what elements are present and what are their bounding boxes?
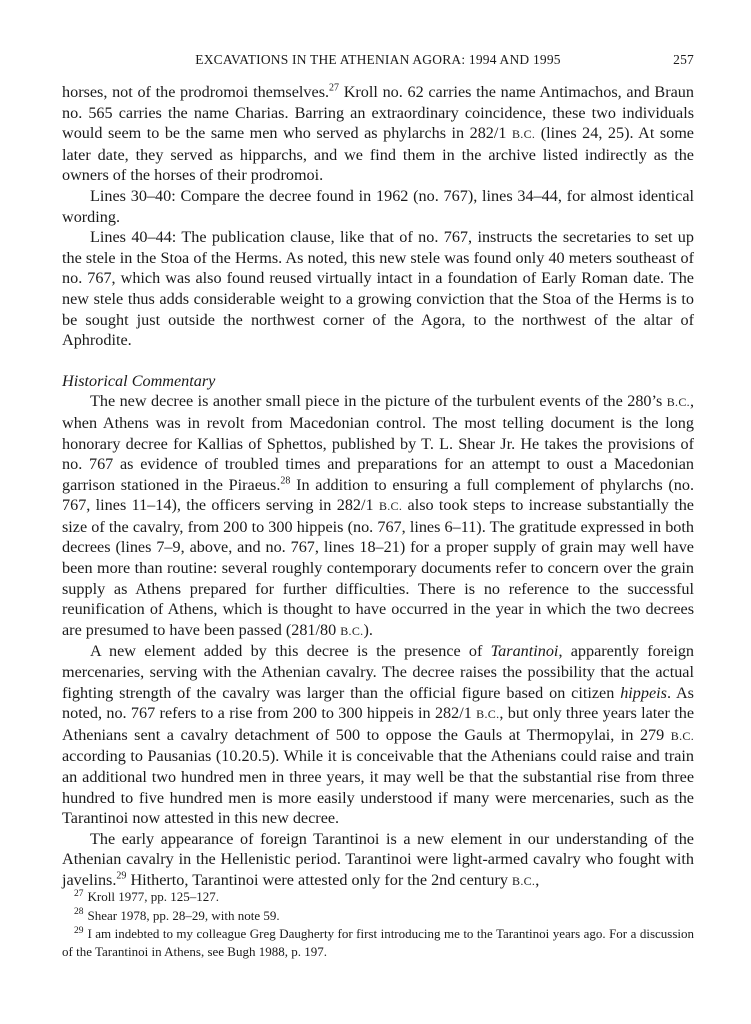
footnote-ref-29[interactable]: 29	[116, 870, 127, 882]
paragraph-2: Lines 30–40: Compare the decree found in 1962 (no. 767), lines 34–44, for almost identical wording.	[62, 186, 694, 226]
section-heading: Historical Commentary	[62, 371, 216, 390]
article-body	[62, 82, 694, 892]
footnote-ref-27[interactable]: 27	[329, 82, 340, 94]
footnote-27: $^{27}$ Kroll 1977, pp. 125–127.	[74, 888, 219, 904]
section-gap	[62, 351, 694, 371]
running-title: EXCAVATIONS IN THE ATHENIAN AGORA: 1994 AND 1995	[195, 52, 561, 67]
footnotes	[62, 888, 694, 961]
paragraph-3: Lines 40–44: The publication clause, like that of no. 767, instructs the secretaries to set up the stele in the Stoa of the Herms. As noted, this new stele was found only 40 meters southeast of no. 767, which was also found reused virtually intact in a foundation of Early Roman date. The new stele thus adds considerable weight to a growing conviction that the Stoa of the Herms is to be sought just outside the northwest corner of the Agora, to the northwest of the altar of Aphrodite.	[62, 228, 694, 350]
footnote-28: $^{28}$ Shear 1978, pp. 28–29, with note 59.	[74, 907, 280, 923]
running-header	[62, 52, 694, 72]
paragraph-6: The early appearance of foreign Tarantinoi is a new element in our understanding of the Athenian cavalry in the Hellenistic period. Tarantinoi were light-armed cavalry who fought with javelins.$^{29}$ Hitherto, Tarantinoi were attested only for the 2nd century B.C.,	[62, 829, 694, 889]
page-number: 257	[673, 52, 694, 67]
footnote-29: $^{29}$ I am indebted to my colleague Greg Daugherty for first introducing me to the Tarantinoi years ago. For a discussion of the Tarantinoi in Athens, see Bugh 1988, p. 197.	[62, 925, 694, 959]
paragraph-4: The new decree is another small piece in the picture of the turbulent events of the 280’s B.C., when Athens was in revolt from Macedonian control. The most telling document is the long honorary decree for Kallias of Sphettos, published by T. L. Shear Jr. He takes the provisions of no. 767 as evidence of troubled times and preparations for an attempt to oust a Macedonian garrison stationed in the Piraeus.$^{28}$ In addition to ensuring a full complement of phylarchs (no. 767, lines 11–14), the officers serving in 282/1 B.C. also took steps to increase substantially the size of the cavalry, from 200 to 300 hippeis (no. 767, lines 6–11). The gratitude expressed in both decrees (lines 7–9, above, and no. 767, lines 18–21) for a proper supply of grain may well have been more than routine: several roughly contemporary documents refer to concern over the grain supply as Athens prepared for further difficulties. There is no reference to the successful reunification of Athens, which is thought to have occurred in the year in which the two decrees are presumed to have been passed (281/80 B.C.).	[62, 392, 694, 639]
footnote-ref-28[interactable]: 28	[280, 475, 291, 487]
paragraph-5: A new element added by this decree is the presence of Tarantinoi, apparently foreign mercenaries, serving with the Athenian cavalry. The decree raises the possibility that the actual fighting strength of the cavalry was larger than the official figure based on citizen hippeis. As noted, no. 767 refers to a rise from 200 to 300 hippeis in 282/1 B.C., but only three years later the Athenians sent a cavalry detachment of 500 to oppose the Gauls at Thermopylai, in 279 B.C. according to Pausanias (10.20.5). While it is conceivable that the Athenians could raise and train an additional two hundred men in three years, it may well be that the substantial rise from three hundred to five hundred men is more easily understood if many were mercenaries, such as the Tarantinoi now attested in this new decree.	[62, 642, 695, 828]
paragraph-1: horses, not of the prodromoi themselves.$^{27}$ Kroll no. 62 carries the name Antimachos, and Braun no. 565 carries the name Charias. Barring an extraordinary coincidence, these two individuals would seem to be the same men who served as phylarchs in 282/1 B.C. (lines 24, 25). At some later date, they served as hipparchs, and we find them in the archive listed indirectly as the owners of the horses of their prodromoi.	[62, 82, 694, 185]
